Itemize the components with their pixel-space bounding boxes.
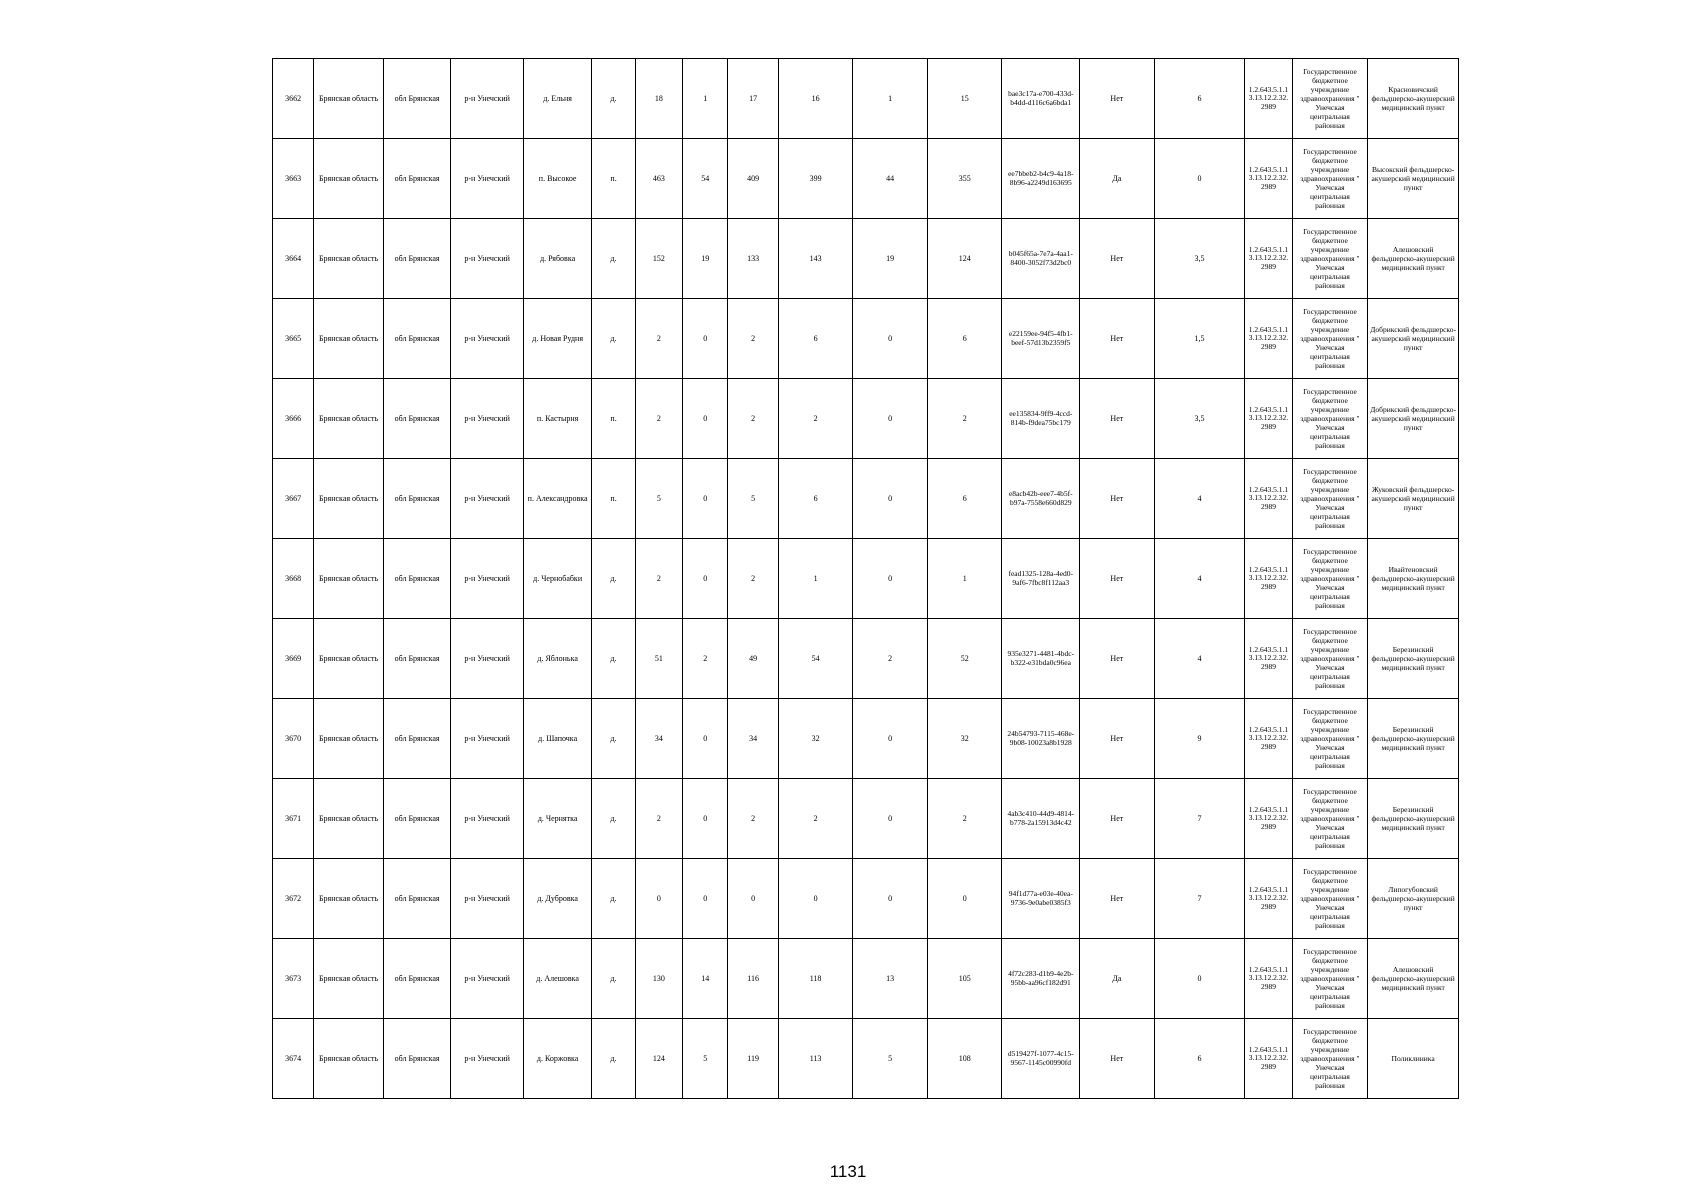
cell-v3: 133 (728, 219, 778, 299)
cell-v1: 2 (635, 779, 682, 859)
cell-v6: 2 (927, 379, 1002, 459)
cell-v2: 0 (683, 459, 728, 539)
cell-region: Брянская область (314, 619, 384, 699)
cell-region: Брянская область (314, 379, 384, 459)
cell-region_short: обл Брянская (383, 459, 451, 539)
cell-settlement: д. Ельня (523, 59, 592, 139)
cell-v3: 0 (728, 859, 778, 939)
cell-flag: Нет (1080, 59, 1155, 139)
cell-guid: 24b54793-7115-468e-9b08-10023a8b1928 (1002, 699, 1080, 779)
cell-oid: 1.2.643.5.1.13.13.12.2.32.2989 (1245, 539, 1292, 619)
cell-settlement: д. Коржовка (523, 1019, 592, 1099)
cell-v5: 13 (853, 939, 928, 1019)
cell-v4: 0 (778, 859, 853, 939)
cell-facility: Алешовский фельдшерско-акушерский медицинский пункт (1368, 219, 1459, 299)
cell-oid: 1.2.643.5.1.13.13.12.2.32.2989 (1245, 1019, 1292, 1099)
cell-v3: 5 (728, 459, 778, 539)
table-row (273, 859, 1459, 939)
cell-v5: 1 (853, 59, 928, 139)
cell-guid: 94f1d77a-e03e-40ea-9736-9e0abe0385f3 (1002, 859, 1080, 939)
cell-type: д. (592, 939, 635, 1019)
cell-district: р-н Унечский (451, 59, 524, 139)
cell-v3: 119 (728, 1019, 778, 1099)
cell-id: 3670 (273, 699, 314, 779)
cell-district: р-н Унечский (451, 459, 524, 539)
table-body (273, 59, 1459, 1099)
cell-organization: Государственное бюджетное учреждение здравоохранения " Унечская центральная районная (1292, 379, 1368, 459)
cell-type: д. (592, 1019, 635, 1099)
cell-facility: Липогубовский фельдшерско-акушерский пункт (1368, 859, 1459, 939)
cell-guid: bae3c17a-e700-433d-b4dd-d116c6a6bda1 (1002, 59, 1080, 139)
cell-v1: 2 (635, 299, 682, 379)
cell-flag: Нет (1080, 779, 1155, 859)
cell-district: р-н Унечский (451, 779, 524, 859)
cell-v5: 0 (853, 299, 928, 379)
cell-v6: 355 (927, 139, 1002, 219)
cell-type: д. (592, 619, 635, 699)
cell-settlement: д. Чернятка (523, 779, 592, 859)
cell-v5: 0 (853, 779, 928, 859)
cell-flag: Да (1080, 139, 1155, 219)
cell-distance: 6 (1154, 1019, 1245, 1099)
cell-region: Брянская область (314, 59, 384, 139)
page-number: 1131 (829, 1162, 867, 1181)
cell-oid: 1.2.643.5.1.13.13.12.2.32.2989 (1245, 299, 1292, 379)
cell-settlement: д. Рябовка (523, 219, 592, 299)
table-row (273, 379, 1459, 459)
cell-facility: Алешовский фельдшерско-акушерский медицинский пункт (1368, 939, 1459, 1019)
cell-region: Брянская область (314, 459, 384, 539)
cell-region: Брянская область (314, 779, 384, 859)
cell-facility: Ивайтеновский фельдшерско-акушерский медицинский пункт (1368, 539, 1459, 619)
cell-v4: 2 (778, 779, 853, 859)
cell-oid: 1.2.643.5.1.13.13.12.2.32.2989 (1245, 699, 1292, 779)
cell-v3: 409 (728, 139, 778, 219)
cell-guid: fead1325-128a-4ed0-9af6-7fbc8f112aa3 (1002, 539, 1080, 619)
cell-region_short: обл Брянская (383, 139, 451, 219)
cell-distance: 0 (1154, 139, 1245, 219)
cell-type: п. (592, 379, 635, 459)
cell-v5: 0 (853, 539, 928, 619)
cell-region: Брянская область (314, 859, 384, 939)
cell-v2: 0 (683, 539, 728, 619)
cell-flag: Нет (1080, 379, 1155, 459)
cell-oid: 1.2.643.5.1.13.13.12.2.32.2989 (1245, 219, 1292, 299)
cell-district: р-н Унечский (451, 1019, 524, 1099)
cell-v6: 124 (927, 219, 1002, 299)
cell-region: Брянская область (314, 699, 384, 779)
cell-distance: 0 (1154, 939, 1245, 1019)
cell-v5: 0 (853, 459, 928, 539)
cell-organization: Государственное бюджетное учреждение здравоохранения " Унечская центральная районная (1292, 699, 1368, 779)
cell-v6: 2 (927, 779, 1002, 859)
cell-flag: Нет (1080, 299, 1155, 379)
cell-organization: Государственное бюджетное учреждение здравоохранения " Унечская центральная районная (1292, 859, 1368, 939)
cell-type: д. (592, 299, 635, 379)
cell-flag: Нет (1080, 699, 1155, 779)
table-row (273, 459, 1459, 539)
cell-organization: Государственное бюджетное учреждение здравоохранения " Унечская центральная районная (1292, 139, 1368, 219)
cell-type: д. (592, 539, 635, 619)
cell-v3: 17 (728, 59, 778, 139)
cell-v2: 0 (683, 779, 728, 859)
cell-region_short: обл Брянская (383, 219, 451, 299)
cell-settlement: д. Алешовка (523, 939, 592, 1019)
cell-region_short: обл Брянская (383, 379, 451, 459)
cell-guid: d519427f-1077-4c15-9567-1145c00990fd (1002, 1019, 1080, 1099)
cell-type: п. (592, 459, 635, 539)
cell-district: р-н Унечский (451, 219, 524, 299)
cell-district: р-н Унечский (451, 619, 524, 699)
cell-region_short: обл Брянская (383, 1019, 451, 1099)
cell-v3: 2 (728, 299, 778, 379)
cell-guid: ee135834-9ff9-4ccd-814b-f9dea75bc179 (1002, 379, 1080, 459)
table-row (273, 139, 1459, 219)
cell-id: 3662 (273, 59, 314, 139)
cell-oid: 1.2.643.5.1.13.13.12.2.32.2989 (1245, 619, 1292, 699)
cell-organization: Государственное бюджетное учреждение здравоохранения " Унечская центральная районная (1292, 459, 1368, 539)
cell-v2: 0 (683, 379, 728, 459)
cell-v6: 108 (927, 1019, 1002, 1099)
cell-oid: 1.2.643.5.1.13.13.12.2.32.2989 (1245, 939, 1292, 1019)
cell-facility: Березинский фельдшерско-акушерский медицинский пункт (1368, 619, 1459, 699)
cell-settlement: д. Шапочка (523, 699, 592, 779)
cell-v4: 16 (778, 59, 853, 139)
cell-v4: 143 (778, 219, 853, 299)
cell-oid: 1.2.643.5.1.13.13.12.2.32.2989 (1245, 139, 1292, 219)
cell-v1: 130 (635, 939, 682, 1019)
cell-region: Брянская область (314, 299, 384, 379)
cell-oid: 1.2.643.5.1.13.13.12.2.32.2989 (1245, 59, 1292, 139)
cell-flag: Нет (1080, 539, 1155, 619)
cell-distance: 1,5 (1154, 299, 1245, 379)
cell-type: д. (592, 219, 635, 299)
cell-id: 3667 (273, 459, 314, 539)
cell-facility: Поликлиника (1368, 1019, 1459, 1099)
cell-v4: 1 (778, 539, 853, 619)
cell-region: Брянская область (314, 139, 384, 219)
cell-facility: Березинский фельдшерско-акушерский медицинский пункт (1368, 699, 1459, 779)
table-row (273, 219, 1459, 299)
cell-facility: Красновичский фельдшерско-акушерский медицинский пункт (1368, 59, 1459, 139)
cell-v4: 118 (778, 939, 853, 1019)
table-row (273, 779, 1459, 859)
cell-guid: 935e3271-4481-4bdc-b322-e31bda0c96ea (1002, 619, 1080, 699)
cell-distance: 4 (1154, 459, 1245, 539)
cell-v1: 34 (635, 699, 682, 779)
table-row (273, 1019, 1459, 1099)
table-row (273, 939, 1459, 1019)
cell-v1: 124 (635, 1019, 682, 1099)
cell-v3: 2 (728, 379, 778, 459)
cell-flag: Нет (1080, 459, 1155, 539)
table-row (273, 539, 1459, 619)
cell-oid: 1.2.643.5.1.13.13.12.2.32.2989 (1245, 379, 1292, 459)
cell-v1: 2 (635, 539, 682, 619)
settlements-table (272, 58, 1459, 1099)
cell-id: 3674 (273, 1019, 314, 1099)
cell-v2: 14 (683, 939, 728, 1019)
cell-v1: 51 (635, 619, 682, 699)
cell-v5: 2 (853, 619, 928, 699)
cell-v5: 0 (853, 699, 928, 779)
cell-v6: 1 (927, 539, 1002, 619)
cell-organization: Государственное бюджетное учреждение здравоохранения " Унечская центральная районная (1292, 619, 1368, 699)
cell-settlement: д. Новая Рудня (523, 299, 592, 379)
cell-id: 3665 (273, 299, 314, 379)
cell-v5: 5 (853, 1019, 928, 1099)
cell-settlement: п. Александровка (523, 459, 592, 539)
cell-settlement: п. Кастырня (523, 379, 592, 459)
cell-v4: 399 (778, 139, 853, 219)
cell-region_short: обл Брянская (383, 859, 451, 939)
cell-v4: 2 (778, 379, 853, 459)
cell-district: р-н Унечский (451, 299, 524, 379)
cell-settlement: п. Высокое (523, 139, 592, 219)
cell-district: р-н Унечский (451, 379, 524, 459)
cell-flag: Нет (1080, 619, 1155, 699)
cell-district: р-н Унечский (451, 859, 524, 939)
cell-region: Брянская область (314, 219, 384, 299)
cell-flag: Нет (1080, 1019, 1155, 1099)
cell-v2: 0 (683, 859, 728, 939)
cell-v6: 105 (927, 939, 1002, 1019)
cell-id: 3672 (273, 859, 314, 939)
cell-settlement: д. Чернобабки (523, 539, 592, 619)
table-row (273, 59, 1459, 139)
cell-region_short: обл Брянская (383, 299, 451, 379)
cell-v6: 15 (927, 59, 1002, 139)
cell-type: д. (592, 699, 635, 779)
cell-region_short: обл Брянская (383, 539, 451, 619)
cell-v6: 32 (927, 699, 1002, 779)
cell-v1: 2 (635, 379, 682, 459)
cell-distance: 4 (1154, 539, 1245, 619)
cell-v2: 19 (683, 219, 728, 299)
cell-v2: 1 (683, 59, 728, 139)
cell-v1: 0 (635, 859, 682, 939)
cell-v2: 0 (683, 299, 728, 379)
cell-flag: Нет (1080, 219, 1155, 299)
cell-region: Брянская область (314, 939, 384, 1019)
cell-type: д. (592, 59, 635, 139)
cell-organization: Государственное бюджетное учреждение здравоохранения " Унечская центральная районная (1292, 59, 1368, 139)
cell-district: р-н Унечский (451, 539, 524, 619)
cell-region_short: обл Брянская (383, 59, 451, 139)
cell-type: п. (592, 139, 635, 219)
cell-v5: 0 (853, 379, 928, 459)
cell-v4: 54 (778, 619, 853, 699)
cell-id: 3666 (273, 379, 314, 459)
cell-id: 3668 (273, 539, 314, 619)
cell-facility: Добрикский фельдшерско-акушерский медицинский пункт (1368, 379, 1459, 459)
cell-region: Брянская область (314, 539, 384, 619)
cell-settlement: д. Дубровка (523, 859, 592, 939)
cell-v4: 113 (778, 1019, 853, 1099)
cell-id: 3673 (273, 939, 314, 1019)
table-row (273, 699, 1459, 779)
cell-distance: 3,5 (1154, 379, 1245, 459)
cell-oid: 1.2.643.5.1.13.13.12.2.32.2989 (1245, 859, 1292, 939)
cell-v5: 0 (853, 859, 928, 939)
cell-oid: 1.2.643.5.1.13.13.12.2.32.2989 (1245, 459, 1292, 539)
cell-organization: Государственное бюджетное учреждение здравоохранения " Унечская центральная районная (1292, 939, 1368, 1019)
cell-district: р-н Унечский (451, 699, 524, 779)
cell-facility: Добрикский фельдшерско-акушерский медицинский пункт (1368, 299, 1459, 379)
cell-v6: 0 (927, 859, 1002, 939)
cell-organization: Государственное бюджетное учреждение здравоохранения " Унечская центральная районная (1292, 1019, 1368, 1099)
cell-id: 3664 (273, 219, 314, 299)
cell-region_short: обл Брянская (383, 779, 451, 859)
cell-settlement: д. Яблонька (523, 619, 592, 699)
cell-v5: 44 (853, 139, 928, 219)
cell-organization: Государственное бюджетное учреждение здравоохранения " Унечская центральная районная (1292, 539, 1368, 619)
cell-guid: ee7bbeb2-b4c9-4a18-8b96-a2249d163695 (1002, 139, 1080, 219)
cell-type: д. (592, 859, 635, 939)
cell-v3: 116 (728, 939, 778, 1019)
cell-v6: 6 (927, 299, 1002, 379)
cell-id: 3663 (273, 139, 314, 219)
cell-v1: 18 (635, 59, 682, 139)
cell-region_short: обл Брянская (383, 939, 451, 1019)
cell-organization: Государственное бюджетное учреждение здравоохранения " Унечская центральная районная (1292, 779, 1368, 859)
cell-id: 3669 (273, 619, 314, 699)
cell-region_short: обл Брянская (383, 699, 451, 779)
cell-oid: 1.2.643.5.1.13.13.12.2.32.2989 (1245, 779, 1292, 859)
cell-v3: 49 (728, 619, 778, 699)
cell-distance: 6 (1154, 59, 1245, 139)
cell-distance: 7 (1154, 779, 1245, 859)
data-table-container (272, 58, 1459, 1099)
cell-facility: Высокский фельдшерско-акушерский медицинский пункт (1368, 139, 1459, 219)
cell-v2: 0 (683, 699, 728, 779)
cell-district: р-н Унечский (451, 139, 524, 219)
cell-v3: 34 (728, 699, 778, 779)
cell-district: р-н Унечский (451, 939, 524, 1019)
cell-guid: 4ab3c410-44d9-4814-b778-2a15913d4c42 (1002, 779, 1080, 859)
table-row (273, 619, 1459, 699)
cell-distance: 9 (1154, 699, 1245, 779)
cell-v1: 463 (635, 139, 682, 219)
cell-distance: 3,5 (1154, 219, 1245, 299)
cell-flag: Нет (1080, 859, 1155, 939)
cell-region_short: обл Брянская (383, 619, 451, 699)
cell-organization: Государственное бюджетное учреждение здравоохранения " Унечская центральная районная (1292, 299, 1368, 379)
cell-v6: 52 (927, 619, 1002, 699)
cell-v2: 5 (683, 1019, 728, 1099)
cell-v2: 2 (683, 619, 728, 699)
cell-guid: e22159ee-94f5-4fb1-beef-57d13b2359f5 (1002, 299, 1080, 379)
cell-distance: 4 (1154, 619, 1245, 699)
cell-type: д. (592, 779, 635, 859)
cell-flag: Да (1080, 939, 1155, 1019)
cell-v4: 6 (778, 459, 853, 539)
cell-v3: 2 (728, 779, 778, 859)
cell-v1: 5 (635, 459, 682, 539)
cell-guid: 4f72c283-d1b9-4e2b-95bb-aa96cf182d91 (1002, 939, 1080, 1019)
cell-v4: 32 (778, 699, 853, 779)
cell-v6: 6 (927, 459, 1002, 539)
cell-v4: 6 (778, 299, 853, 379)
cell-organization: Государственное бюджетное учреждение здравоохранения " Унечская центральная районная (1292, 219, 1368, 299)
cell-v3: 2 (728, 539, 778, 619)
cell-v5: 19 (853, 219, 928, 299)
cell-guid: b045f65a-7e7a-4aa1-8400-3052f73d2bc0 (1002, 219, 1080, 299)
cell-region: Брянская область (314, 1019, 384, 1099)
cell-id: 3671 (273, 779, 314, 859)
cell-v2: 54 (683, 139, 728, 219)
cell-v1: 152 (635, 219, 682, 299)
cell-facility: Березинский фельдшерско-акушерский медицинский пункт (1368, 779, 1459, 859)
cell-guid: e8acb42b-eee7-4b5f-b97a-7558e660d829 (1002, 459, 1080, 539)
cell-distance: 7 (1154, 859, 1245, 939)
table-row (273, 299, 1459, 379)
cell-facility: Жуковский фельдшерско-акушерский медицинский пункт (1368, 459, 1459, 539)
